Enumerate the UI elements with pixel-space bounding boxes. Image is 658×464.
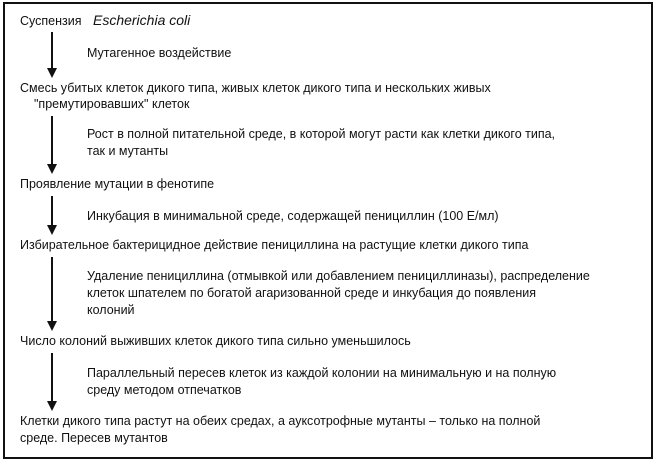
step-result-line1: Клетки дикого типа растут на обеих средах, а ауксотрофные мутанты – только на полной bbox=[20, 414, 541, 428]
step-colony-count: Число колоний выживших клеток дикого типа сильно уменьшилось bbox=[20, 334, 411, 348]
step-phenotype: Проявление мутации в фенотипе bbox=[20, 177, 215, 191]
arrow-4-icon bbox=[47, 257, 57, 331]
arrow-3-icon bbox=[47, 196, 57, 235]
action-penicillin-removal-line2: клеток шпателем по богатой агаризованной среде и инкубация до появления bbox=[87, 286, 537, 300]
action-penicillin-removal-line3: колоний bbox=[87, 303, 135, 317]
start-node-label: Суспензия bbox=[20, 14, 82, 28]
action-replica-plating-line2: среду методом отпечатков bbox=[87, 383, 242, 397]
action-mutagenesis: Мутагенное воздействие bbox=[87, 46, 232, 60]
action-penicillin-incubation: Инкубация в минимальной среде, содержащей пенициллин (100 Е/мл) bbox=[87, 209, 499, 223]
arrow-2-icon bbox=[47, 116, 57, 174]
arrow-1-icon bbox=[47, 32, 57, 78]
step-penicillin-selection: Избирательное бактерицидное действие пенициллина на растущие клетки дикого типа bbox=[20, 238, 529, 252]
organism-name: Escherichia coli bbox=[92, 12, 191, 28]
step-mixture-line2: "премутировавших" клеток bbox=[34, 97, 190, 111]
action-growth-line2: так и мутанты bbox=[87, 144, 169, 158]
action-penicillin-removal-line1: Удаление пенициллина (отмывкой или добавлением пенициллиназы), распределение bbox=[87, 269, 590, 283]
action-replica-plating-line1: Параллельный пересев клеток из каждой колонии на минимальную и на полную bbox=[87, 366, 557, 380]
step-result-line2: среде. Пересев мутантов bbox=[20, 431, 168, 445]
action-growth-line1: Рост в полной питательной среде, в которой могут расти как клетки дикого типа, bbox=[87, 127, 556, 141]
arrow-5-icon bbox=[47, 353, 57, 411]
step-mixture-line1: Смесь убитых клеток дикого типа, живых клеток дикого типа и нескольких живых bbox=[20, 81, 491, 95]
